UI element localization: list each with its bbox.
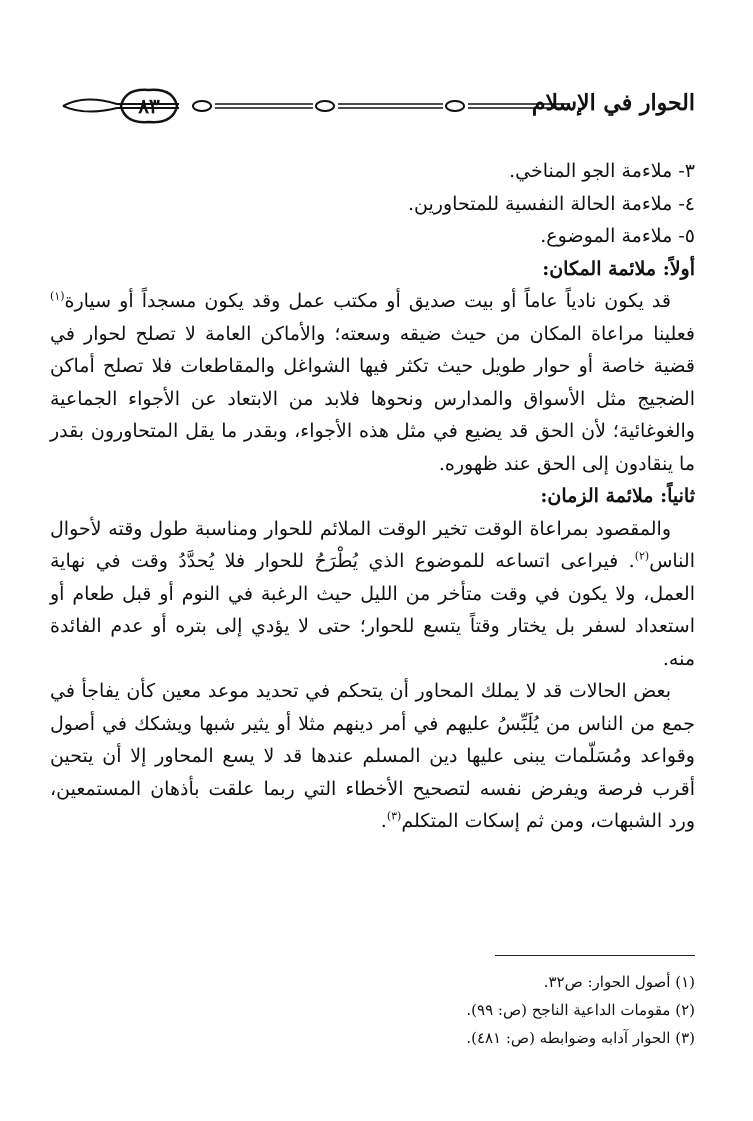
footnote-ref: (٢) (634, 549, 650, 563)
paragraph-text: بعض الحالات قد لا يملك المحاور أن يتحكم في تحديد موعد معين كأن يفاجأ في جمع من الناس من يُلَبِّسُ عليهم في أمر دينهم مثلا أو يثير شبها ويشكك في أصول وقواعد ومُسَلّمات يبنى عليها دين المسلم عندها قد لا يسع المحاور إلا أن يتحين أقرب فرصة ويفرض نفسه لتصحيح الأخطاء التي ربما علقت بأذهان المستمعين، ورد الشبهات، ومن ثم إسكات المتكلم (50, 680, 695, 832)
paragraph-time (50, 513, 695, 676)
list-item: ٤- ملاءمة الحالة النفسية للمتحاورين. (408, 192, 695, 215)
paragraph-text: والمقصود بمراعاة الوقت تخير الوقت الملائم للحوار ومناسبة طول وقته لأحوال الناس (50, 517, 695, 572)
page-number: ٨٣ (138, 94, 160, 118)
footnote: (٣) الحوار آدابه وضوابطه (ص: ٤٨١). (466, 1029, 695, 1047)
header-title: الحوار في الإسلام (531, 90, 695, 116)
footnotes (195, 968, 695, 1052)
running-header (55, 82, 695, 132)
list-item: ٣- ملاءمة الجو المناخي. (509, 160, 695, 182)
paragraph-text: . (380, 810, 387, 832)
section-heading-time: ثانياً: ملائمة الزمان: (540, 485, 695, 507)
paragraph-cases (50, 675, 695, 838)
paragraph-text: فعلينا مراعاة المكان من حيث ضيقه وسعته؛ والأماكن العامة لا تصلح لحوار في قضية خاصة أو حوار طويل حيث تكثر فيها الشواغل والمقاطعات فلا تصلح أماكن الضجيج مثل الأسواق والمدارس ونحوها فلابد من الابتعاد عن الأجواء الجماعية والغوغائية؛ لأن الحق قد يضيع في مثل هذه الأجواء، وبقدر ما يقل المتحاورون بقدر ما ينقادون إلى الحق عند ظهوره. (50, 322, 695, 475)
list-item: ٥- ملاءمة الموضوع. (540, 225, 695, 247)
footnote-ref: (١) (50, 289, 65, 303)
section-heading-place: أولاً: ملائمة المكان: (542, 257, 695, 280)
paragraph-text: قد يكون نادياً عاماً أو بيت صديق أو مكتب عمل وقد يكون مسجداً أو سيارة (64, 290, 671, 312)
footnote: (٢) مقومات الداعية الناجح (ص: ٩٩). (466, 1001, 695, 1019)
paragraph-place (50, 285, 695, 480)
page-body (50, 155, 695, 838)
paragraph-text: . فيراعى اتساعه للموضوع الذي يُطْرَحُ للحوار فلا يُحدَّدُ وقت في نهاية العمل، ولا يكون في وقت متأخر من الليل حيث الرغبة في النوم أو قبل طعام أو استعداد لسفر بل يختار وقتاً يتسع للحوار؛ حتى لا يؤدي إلى بتره أو عدم الفائدة منه. (50, 550, 695, 670)
footnote: (١) أصول الحوار: ص٣٢. (543, 973, 695, 991)
footnote-divider (495, 955, 695, 956)
footnote-ref: (٣) (386, 809, 402, 823)
